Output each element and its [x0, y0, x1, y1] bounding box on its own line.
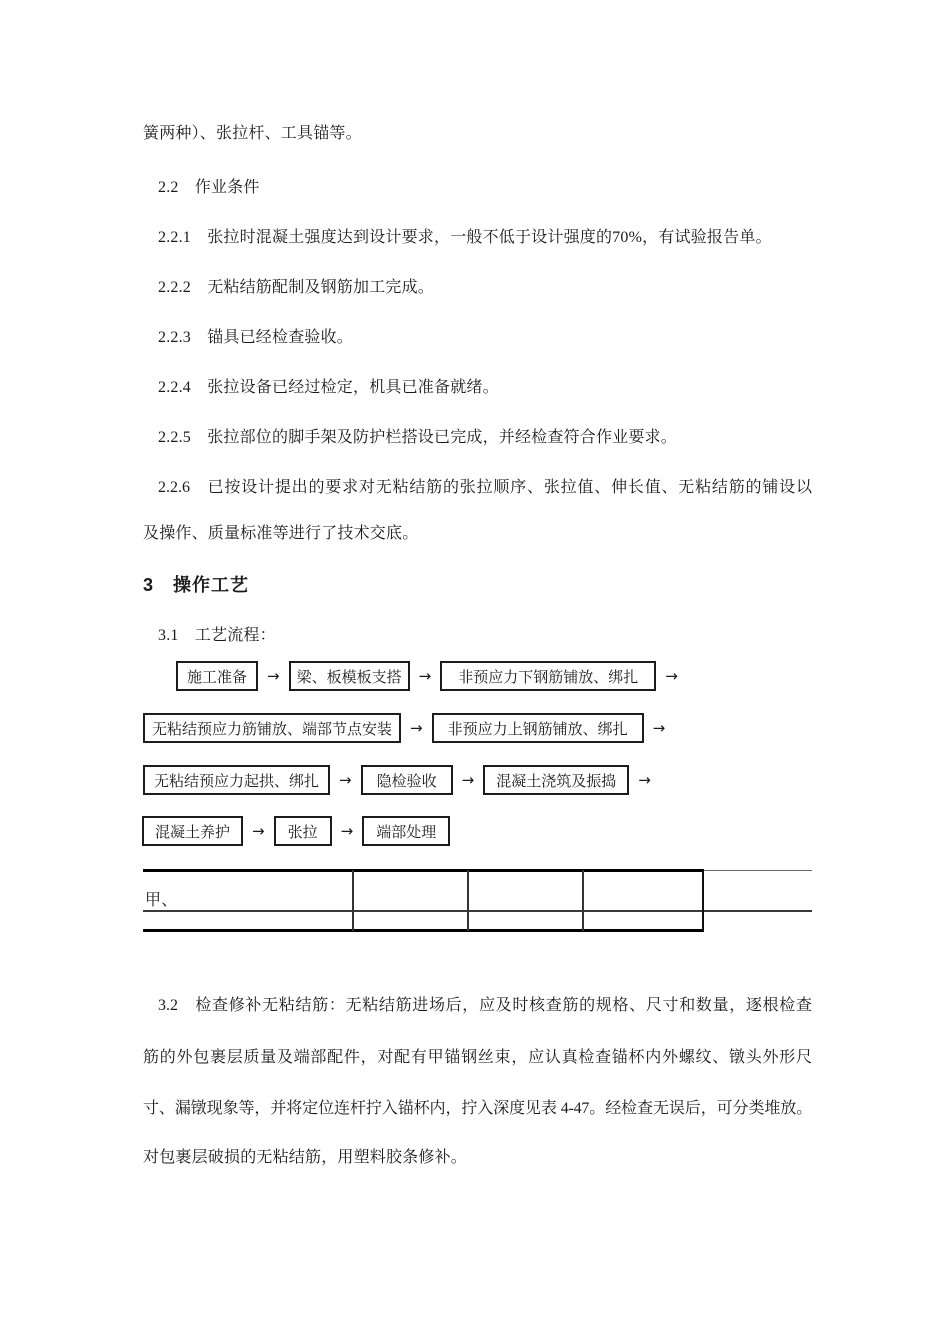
table-border-vertical-1	[352, 870, 354, 931]
flowchart-box-lower-rebar: 非预应力下钢筋铺放、绑扎	[440, 661, 656, 691]
para-3-2-line1: 3.2 检查修补无粘结筋：无粘结筋进场后，应及时核查筋的规格、尺寸和数量，逐根检查	[158, 997, 812, 1014]
section-3-heading: 3 操作工艺	[143, 575, 250, 595]
flowchart-box-hidden-inspection: 隐检验收	[361, 765, 453, 795]
item-2-2-2: 2.2.2 无粘结筋配制及钢筋加工完成。	[158, 279, 435, 296]
arrow-icon: →	[267, 667, 280, 685]
arrow-icon: →	[340, 822, 354, 840]
arrow-icon: →	[418, 667, 432, 685]
flowchart-box-formwork: 梁、板模板支搭	[289, 661, 410, 691]
flowchart-row-2	[143, 713, 665, 743]
flowchart-row-1	[176, 661, 678, 691]
flowchart-box-construction-prep: 施工准备	[176, 661, 258, 691]
item-2-2-1: 2.2.1 张拉时混凝土强度达到设计要求，一般不低于设计强度的70%，有试验报告单。	[158, 229, 772, 246]
flowchart-row-4	[142, 816, 450, 846]
item-2-2-4: 2.2.4 张拉设备已经过检定，机具已准备就绪。	[158, 379, 499, 396]
table-border-vertical-3	[582, 870, 584, 931]
para-3-2-line2: 筋的外包裹层质量及端部配件，对配有甲锚钢丝束，应认真检查锚杯内外螺纹、镦头外形尺	[143, 1049, 812, 1066]
arrow-icon: →	[652, 719, 666, 737]
table-border-vertical-4	[702, 870, 704, 931]
flowchart-box-curing: 混凝土养护	[142, 816, 243, 846]
item-2-2-6-line2: 及操作、质量标准等进行了技术交底。	[143, 525, 419, 542]
arrow-icon: →	[252, 822, 265, 840]
item-2-2-6-line1: 2.2.6 已按设计提出的要求对无粘结筋的张拉顺序、张拉值、伸长值、无粘结筋的铺设以	[158, 479, 812, 496]
table-border-bottom-thick	[143, 929, 704, 932]
flowchart-box-tendon-laying: 无粘结预应力筋铺放、端部节点安装	[143, 713, 401, 743]
flowchart-box-camber-tying: 无粘结预应力起拱、绑扎	[143, 765, 330, 795]
para-3-2-line4: 对包裹层破损的无粘结筋，用塑料胶条修补。	[143, 1149, 468, 1166]
arrow-icon: →	[410, 719, 423, 737]
item-2-2-5: 2.2.5 张拉部位的脚手架及防护栏搭设已完成，并经检查符合作业要求。	[158, 429, 678, 446]
flowchart-row-3	[143, 765, 651, 795]
flowchart-box-concrete-pouring: 混凝土浇筑及振捣	[483, 765, 629, 795]
table-border-top-thin	[704, 870, 812, 871]
flowchart-box-upper-rebar: 非预应力上钢筋铺放、绑扎	[432, 713, 644, 743]
flowchart-box-tensioning: 张拉	[274, 816, 332, 846]
arrow-icon: →	[638, 771, 651, 789]
para-3-2-line3: 寸、漏镦现象等，并将定位连杆拧入锚杯内，拧入深度见表 4-47。经检查无误后，可分类堆放。	[143, 1100, 812, 1117]
section-3-1-heading: 3.1 工艺流程：	[158, 627, 276, 644]
table-border-top-thick	[143, 869, 704, 872]
arrow-icon: →	[665, 667, 678, 685]
table-border-vertical-2	[467, 870, 469, 931]
table-cell-text: 甲、	[145, 892, 178, 909]
section-2-2-heading: 2.2 作业条件	[158, 179, 260, 196]
arrow-icon: →	[461, 771, 475, 789]
intro-line: 簧两种）、张拉杆、工具锚等。	[143, 125, 362, 142]
arrow-icon: →	[339, 771, 352, 789]
item-2-2-3: 2.2.3 锚具已经检查验收。	[158, 329, 354, 346]
flowchart-box-end-treatment: 端部处理	[362, 816, 450, 846]
table-border-middle	[143, 910, 812, 912]
